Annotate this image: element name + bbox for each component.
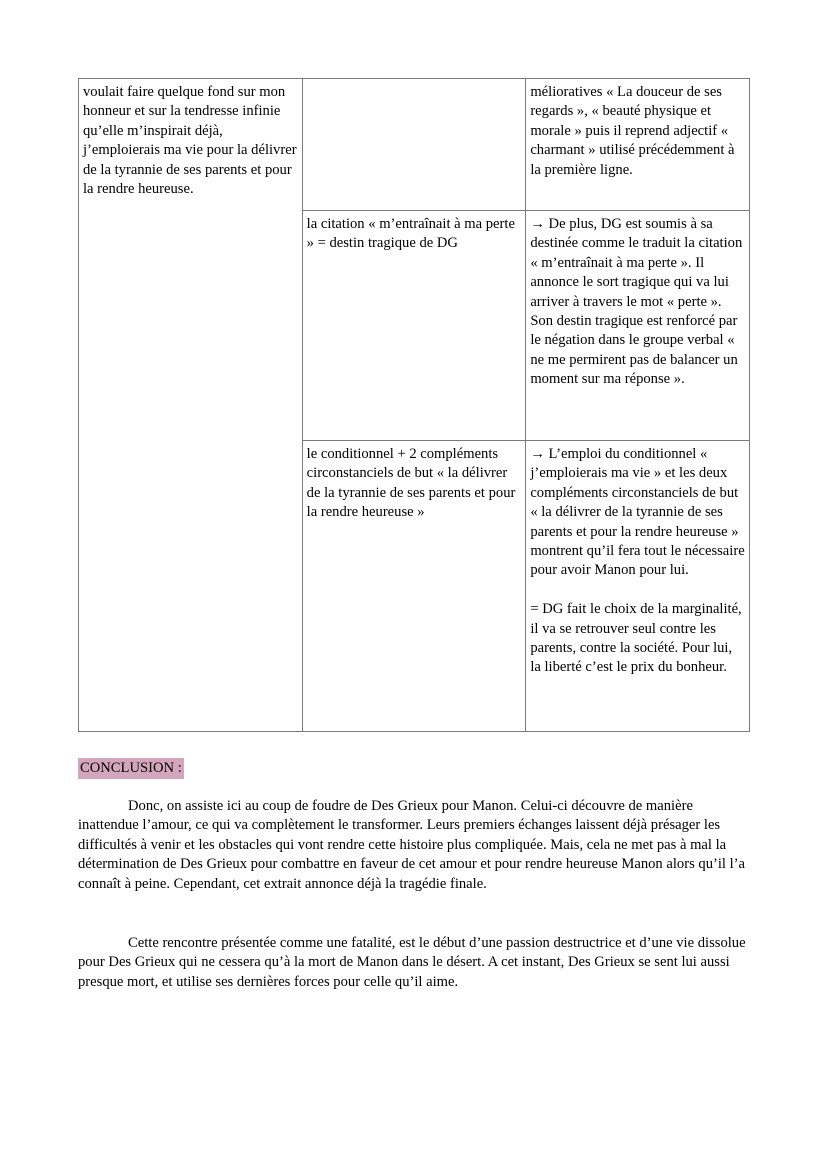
procedure-cell [302, 441, 526, 732]
paragraph-text: Cette rencontre présentée comme une fatalité, est le début d’une passion destructrice et d’une vie dissolue pour Des Grieux qui ne cessera qu’à la mort de Manon dans le désert. A cet instant, Des Grieux se sent lui aussi presque mort, et utilise ses dernières forces pour celle qu’il aime. [78, 935, 746, 990]
conclusion-paragraph-1 [78, 797, 748, 894]
quote-text: voulait faire quelque fond sur mon honneur et sur la tendresse infinie qu’elle m’inspirait déjà, j’emploierais ma vie pour la délivrer de la tyrannie de ses parents et pour la rendre heureuse. [83, 84, 297, 198]
procedure-text: la citation « m’entraînait à ma perte » = destin tragique de DG [306, 216, 515, 252]
paragraph-gap [530, 581, 745, 600]
paragraph-text: Donc, on assiste ici au coup de foudre de Des Grieux pour Manon. Celui-ci découvre de manière inattendue l’amour, ce qui va complètement le transformer. Leurs premiers échanges laissent déjà présager les difficultés à venir et les obstacles qui vont rendre cette histoire plus compliquée. Mais, cela ne met pas à mal la détermination de Des Grieux pour combattre en faveur de cet amour et pour rendre heureuse Manon alors qu’il l’a connaît à peine. Cependant, cet extrait annonce déjà la tragédie finale. [78, 798, 746, 892]
interpretation-text: Son destin tragique est renforcé par le négation dans le groupe verbal « ne me permirent pas de balancer un moment sur ma réponse ». [530, 313, 738, 388]
interpretation-text: mélioratives « La douceur de ses regards », « beauté physique et morale » puis il reprend adjectif « charmant » utilisé précédemment à la première ligne. [530, 84, 735, 178]
interpretation-text: = DG fait le choix de la marginalité, il va se retrouver seul contre les parents, contre la société. Pour lui, la liberté c’est le prix du bonheur. [530, 601, 742, 676]
procedure-cell-empty [302, 79, 526, 211]
analysis-table [78, 78, 750, 732]
quote-cell [79, 79, 303, 732]
conclusion-heading: CONCLUSION : [78, 758, 184, 779]
interpretation-text: → De plus, DG est soumis à sa destinée comme le traduit la citation « m’entraînait à ma perte ». Il annonce le sort tragique qui va lui arriver à travers le mot « perte ». [530, 216, 743, 310]
procedure-cell [302, 211, 526, 441]
conclusion-paragraph-2 [78, 934, 748, 992]
interpretation-cell [526, 79, 750, 211]
interpretation-cell [526, 441, 750, 732]
table-row [79, 79, 750, 211]
interpretation-cell [526, 211, 750, 441]
interpretation-text: → L’emploi du conditionnel « j’emploierais ma vie » et les deux compléments circonstanciels de but « la délivrer de la tyrannie de ses parents et pour la rendre heureuse » montrent qu’il fera tout le nécessaire pour avoir Manon pour lui. [530, 446, 745, 579]
procedure-text: le conditionnel + 2 compléments circonstanciels de but « la délivrer de la tyrannie de ses parents et pour la rendre heureuse » [306, 446, 516, 521]
